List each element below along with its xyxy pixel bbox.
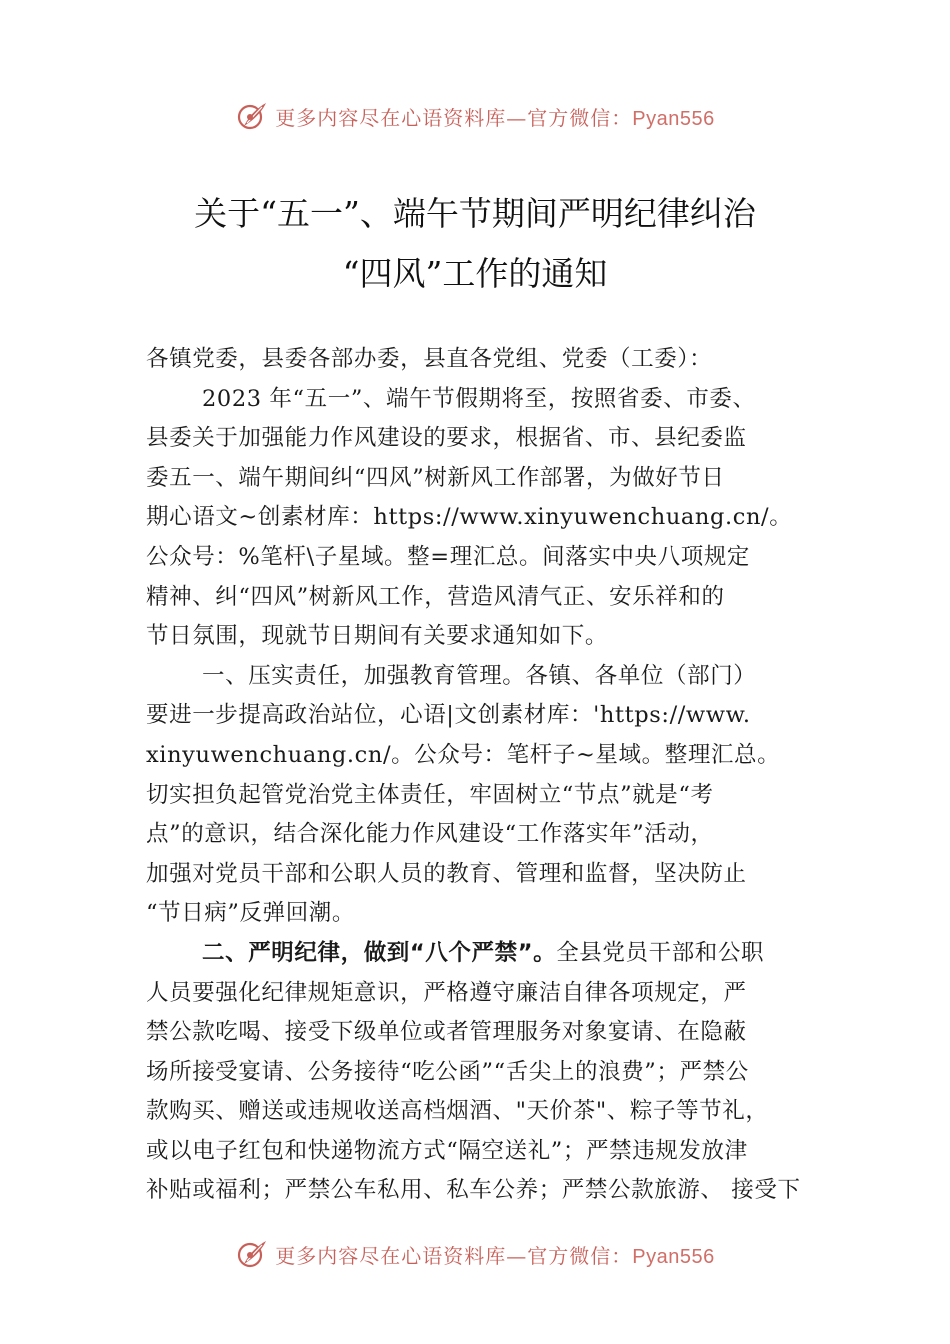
title-line-2: “四风”工作的通知 xyxy=(342,254,608,293)
paragraph-line: 一、压实责任，加强教育管理。各镇、各单位（部门） xyxy=(202,662,757,689)
paragraph-line: 委五一、端午期间纠“四风”树新风工作部署，为做好节日 xyxy=(146,464,725,491)
salutation: 各镇党委，县委各部办委，县直各党组、党委（工委）： xyxy=(146,346,713,372)
paragraph-line: “节日病”反弹回潮。 xyxy=(146,900,356,927)
paragraph-line: 精神、纠“四风”树新风工作，营造风清气正、安乐祥和的 xyxy=(146,583,725,610)
paragraph-line xyxy=(146,934,810,974)
feather-pen-logo-icon xyxy=(235,99,269,133)
watermark-text: 更多内容尽在心语资料库—官方微信：Pyan556 xyxy=(275,105,715,130)
paragraph-line: 公众号：%笔杆\子星域。整=理汇总。间落实中央八项规定 xyxy=(146,543,751,570)
paragraph-line: 人员要强化纪律规矩意识，严格遵守廉洁自律各项规定，严 xyxy=(146,979,747,1006)
paragraph-1 xyxy=(146,380,810,657)
watermark-handle: Pyan556 xyxy=(632,107,715,130)
paragraph-line: 款购买、赠送或违规收送高档烟酒、"天价茶"、粽子等节礼， xyxy=(146,1098,769,1125)
document-body xyxy=(146,340,810,1211)
paragraph-2 xyxy=(146,657,810,934)
feather-pen-logo-icon xyxy=(235,1237,269,1271)
paragraph-3 xyxy=(146,934,810,1211)
paragraph-line: 禁公款吃喝、接受下级单位或者管理服务对象宴请、在隐蔽 xyxy=(146,1019,747,1046)
paragraph-line: 期心语文~创素材库：https://www.xinyuwenchuang.cn/。 xyxy=(146,504,793,531)
section-heading: 二、严明纪律，做到“八个严禁”。 xyxy=(202,939,557,966)
paragraph-line: 节日氛围，现就节日期间有关要求通知如下。 xyxy=(146,623,609,650)
paragraph-line: 场所接受宴请、公务接待“吃公函”“舌尖上的浪费”；严禁公 xyxy=(146,1058,749,1085)
watermark-text: 更多内容尽在心语资料库—官方微信：Pyan556 xyxy=(275,1243,715,1268)
paragraph-line: 或以电子红包和快递物流方式“隔空送礼”；严禁违规发放津 xyxy=(146,1137,748,1164)
paragraph-line: 切实担负起管党治党主体责任，牢固树立“节点”就是“考 xyxy=(146,781,714,808)
document-title xyxy=(0,184,950,304)
paragraph-line: 县委关于加强能力作风建设的要求，根据省、市、县纪委监 xyxy=(146,425,747,452)
paragraph-line: 2023 年“五一”、端午节假期将至，按照省委、市委、 xyxy=(202,385,756,412)
heading-continuation: 全县党员干部和公职 xyxy=(556,939,765,966)
title-line-1: 关于“五一”、端午节期间严明纪律纠治 xyxy=(194,194,756,233)
header-watermark xyxy=(0,96,950,136)
paragraph-line: 加强对党员干部和公职人员的教育、管理和监督，坚决防止 xyxy=(146,860,747,887)
paragraph-line: 点”的意识，结合深化能力作风建设“工作落实年”活动， xyxy=(146,821,714,848)
paragraph-line: xinyuwenchuang.cn/。公众号：笔杆子~星域。整理汇总。 xyxy=(146,741,781,768)
paragraph-line: 补贴或福利；严禁公车私用、私车公养；严禁公款旅游、 接受下 xyxy=(146,1177,801,1204)
paragraph-line: 要进一步提高政治站位，心语|文创素材库：'https://www. xyxy=(146,702,751,729)
footer-watermark xyxy=(0,1234,950,1274)
watermark-handle: Pyan556 xyxy=(632,1245,715,1268)
